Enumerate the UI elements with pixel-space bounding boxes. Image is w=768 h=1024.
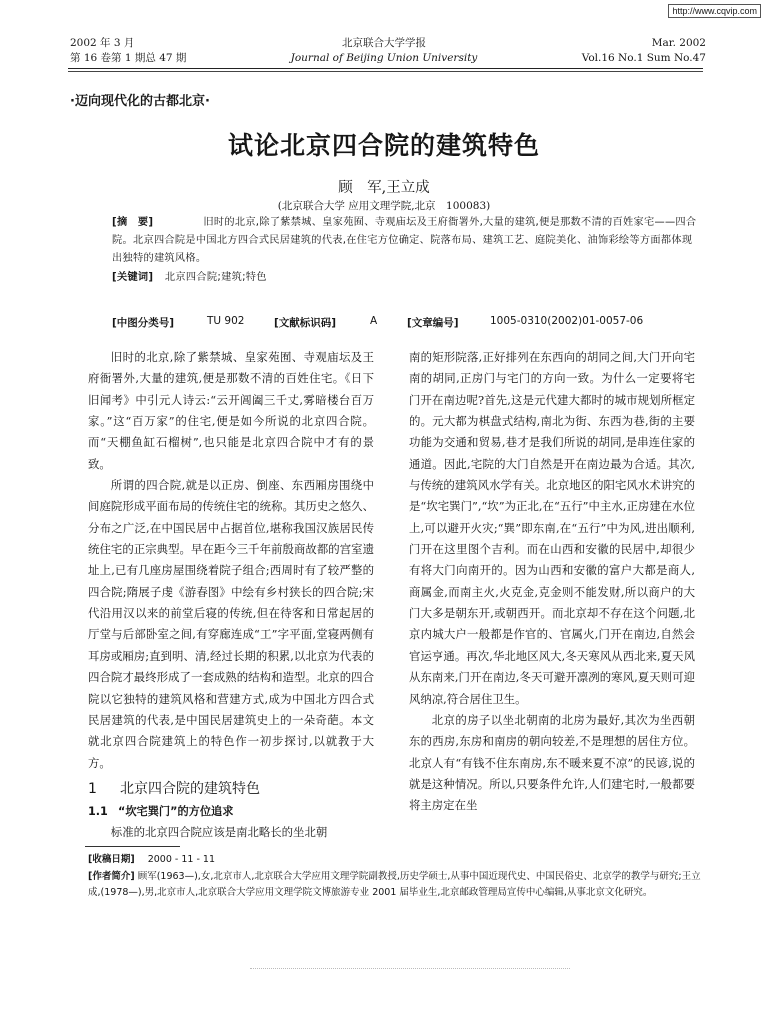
- article-id-label: [文章编号]: [407, 317, 459, 329]
- section-number: 1: [88, 780, 97, 797]
- clc-value: TU 902: [207, 315, 245, 327]
- body-paragraph: 所谓的四合院,就是以正房、倒座、东西厢房围绕中间庭院形成平面布局的传统住宅的统称。其历史之悠久、分布之广泛,在中国民居中占据首位,堪称我国汉族居民传统住宅的正宗典型。早在距今三千年前殷商故都的宫室遗址上,已有几座房屋围绕着院子组合;西周时有了较严整的四合院;隋展子虔《游春图》中绘有乡村狭长的四合院;宋代沿用汉以来的前堂后寝的传统,但在待客和日常起居的厅堂与后部卧室之间,有穿廊连成“工”字平面,堂寝两侧有耳房或厢房;直到明、清,经过长期的积累,以北京为代表的四合院才最终形成了一套成熟的结构和造型。北京的四合院以它独特的建筑风格和营建方式,成为中国北方四合式民居建筑的代表,是中国民居建筑史上的一朵奇葩。本文就北京四合院建筑上的特色作一初步探讨,以就教于大方。: [88, 478, 374, 770]
- subsection-number: 1.1: [88, 804, 108, 818]
- body-column-right: [409, 347, 695, 817]
- keywords-text: 北京四合院;建筑;特色: [164, 271, 267, 283]
- clc-label: [中图分类号]: [112, 317, 175, 329]
- paper-authors: 顾 军,王立成: [338, 180, 430, 196]
- section-heading: [88, 778, 374, 800]
- subsection-heading: [88, 802, 374, 822]
- journal-issue-en: [582, 36, 706, 66]
- received-date: [88, 852, 704, 869]
- article-id-value: 1005-0310(2002)01-0057-06: [490, 315, 644, 327]
- paper-title: 试论北京四合院的建筑特色: [227, 131, 540, 160]
- abstract: [112, 214, 702, 269]
- body-paragraph: 南的矩形院落,正好排列在东西向的胡同之间,大门开向宅南的胡同,正房门与宅门的方向一致。为什么一定要将宅门开在南边呢?首先,这是元代建大都时的城市规划所框定的。元大都为棋盘式结构,南北为街、东西为巷,街的主要功能为交通和贸易,巷才是我们所说的胡同,是串连住家的通道。因此,宅院的大门自然是开在南边最为合适。其次,与传统的建筑风水学有关。北京地区的阳宅风水术讲究的是“坎宅巽门”,“坎”为正北,在“五行”中主水,正房建在水位上,可以避开火灾;“巽”即东南,在“五行”中为风,进出顺利,门开在这里图个吉利。而在山西和安徽的民居中,却很少有将大门向南开的。因为山西和安徽的富户大都是商人,商属金,而南主火,火克金,克金则不能发财,所以商户的大门大多是朝东开,或朝西开。而北京却不存在这个问题,北京内城大户一般都是作官的、官属火,门开在南边,自然会官运亨通。再次,华北地区风大,冬天寒风从西北来,夏天风从东南来,门开在南边,冬天可避开凛冽的寒风,夏天则可迎风纳凉,符合居住卫生。: [409, 350, 695, 706]
- issue-date-en: Mar. 2002: [651, 37, 706, 49]
- body-paragraph: 北京的房子以坐北朝南的北房为最好,其次为坐西朝东的西房,东房和南房的朝向较差,不是理想的居住方位。北京人有“有钱不住东南房,东不暖来夏不凉”的民谚,说的就是这种情况。所以,只要条件允许,人们建宅时,一般都要将主房定在坐: [409, 712, 695, 813]
- header-rule: [68, 68, 703, 69]
- page-bottom-mark: [250, 968, 570, 969]
- journal-name-cn: 北京联合大学学报: [342, 37, 426, 49]
- abstract-block: [112, 214, 702, 287]
- issue-date: 2002 年 3 月: [70, 37, 135, 49]
- doc-code-label: [文献标识码]: [274, 317, 337, 329]
- abstract-label: [摘 要]: [112, 217, 154, 228]
- body-paragraph: 旧时的北京,除了紫禁城、皇家苑囿、寺观庙坛及王府衙署外,大量的建筑,便是那数不清的百姓住宅。《日下旧闻考》中引元人诗云:“云开阊阖三千丈,雾暗楼台百万家。”这“百万家”的住宅,便是如今所说的北京四合院。而“天棚鱼缸石榴树”,也只能是北京四合院中才有的景致。: [88, 350, 374, 471]
- footnote-rule: [85, 846, 180, 847]
- author-bio-label: [作者简介]: [88, 870, 135, 882]
- author-bio-text: 顾军(1963—),女,北京市人,北京联合大学应用文理学院副教授,历史学硕士,从事中国近现代史、中国民俗史、北京学的教学与研究;王立成,(1978—),男,北京市人,北京联合大学应用文理学院文博旅游专业 2001 届毕业生,北京邮政管理局宣传中心编辑,从事北京文化研究。: [88, 870, 701, 898]
- received-label: [收稿日期]: [88, 854, 135, 865]
- subsection-title: “坎宅巽门”的方位追求: [118, 804, 234, 818]
- author-bio: [88, 869, 704, 902]
- body-paragraph: 标准的北京四合院应该是南北略长的坐北朝: [110, 824, 328, 839]
- issue-volume-en: Vol.16 No.1 Sum No.47: [581, 52, 706, 64]
- doc-code-value: A: [370, 315, 378, 327]
- column-tag: ·迈向现代化的古都北京·: [70, 94, 210, 109]
- issue-volume: 第 16 卷第 1 期总 47 期: [70, 52, 187, 64]
- received-value: 2000 - 11 - 11: [147, 854, 216, 865]
- body-column-left: [88, 347, 374, 843]
- journal-name-en: Journal of Beijing Union University: [290, 52, 478, 64]
- paper-affiliation: (北京联合大学 应用文理学院,北京 100083): [277, 200, 491, 212]
- abstract-text: 旧时的北京,除了紫禁城、皇家苑囿、寺观庙坛及王府衙署外,大量的建筑,便是那数不清的百姓家宅——四合院。北京四合院是中国北方四合式民居建筑的代表,在住宅方位确定、院落布局、建筑工艺、庭院美化、油饰彩绘等方面都体现出独特的建筑风格。: [112, 217, 697, 265]
- source-url: http://www.cqvip.com: [668, 4, 761, 18]
- section-title: 北京四合院的建筑特色: [120, 780, 260, 797]
- keywords: [112, 269, 702, 287]
- footnotes: [88, 852, 704, 902]
- header-rule-thin: [68, 71, 703, 72]
- keywords-label: [关键词]: [112, 271, 154, 283]
